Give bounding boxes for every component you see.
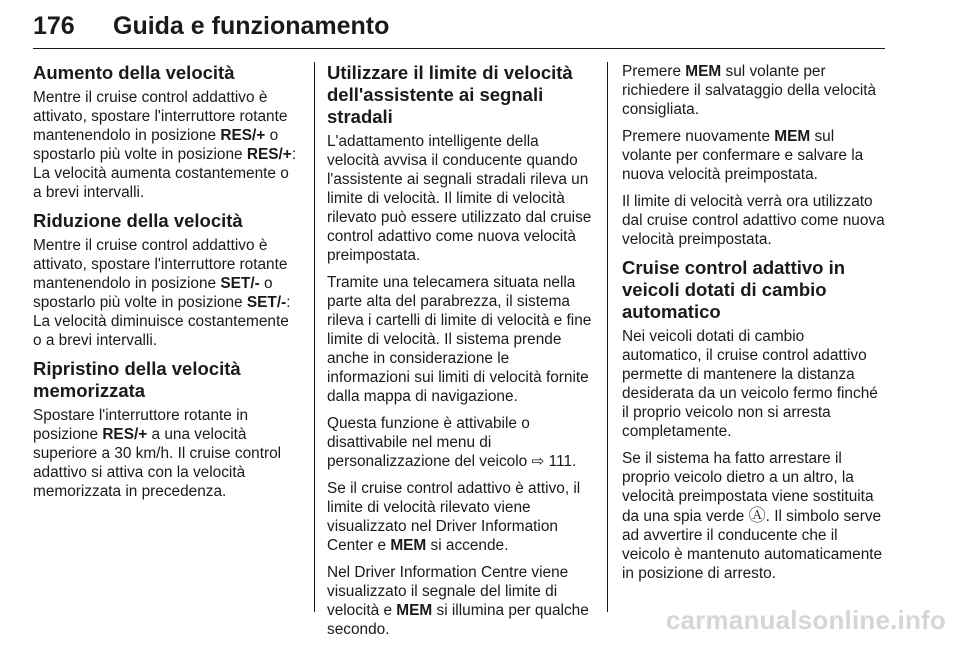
page-header <box>33 12 930 52</box>
res-plus-label: RES/+ <box>246 146 292 163</box>
column-divider-1 <box>314 62 315 612</box>
green-indicator-icon: Ⓐ <box>748 506 766 525</box>
mem-label: MEM <box>390 537 427 554</box>
set-minus-label: SET/- <box>246 294 287 311</box>
section-title-riduzione: Riduzione della velocità <box>33 210 243 231</box>
paragraph-5: Se il sistema ha fatto arrestare il proprio veicolo dietro a un altro, la velocità preimpostata viene sostituita da una spia verde Ⓐ. Il simbolo serve ad avvertire il conducente che il veicolo è mantenuto automaticamente in posizione di arresto. <box>622 450 883 582</box>
section-title-cambio-automatico: Cruise control adattivo in veicoli dotati di cambio automatico <box>622 257 846 322</box>
paragraph-3: Questa funzione è attivabile o disattivabile nel menu di personalizzazione del veicolo ⇨ 111. <box>327 415 577 470</box>
column-2 <box>327 62 592 647</box>
mem-label: MEM <box>774 128 811 145</box>
res-plus-label: RES/+ <box>102 426 148 443</box>
column-1 <box>33 62 298 509</box>
paragraph-riduzione: Mentre il cruise control addattivo è attivato, spostare l'interruttore rotante mantenendolo in posizione SET/- o spostarlo più volte in posizione SET/-: La velocità diminuisce costantemente o a brevi intervalli. <box>33 237 291 349</box>
column-divider-2 <box>607 62 608 612</box>
paragraph-4: Se il cruise control adattivo è attivo, il limite di velocità rilevato viene visualizzato nel Driver Information Center e MEM si accende. <box>327 480 581 554</box>
mem-label: MEM <box>396 602 433 619</box>
paragraph-aumento: Mentre il cruise control addattivo è attivato, spostare l'interruttore rotante mantenendolo in posizione RES/+ o spostarlo più volte in posizione RES/+: La velocità aumenta costantemente o a brevi intervalli. <box>33 89 297 201</box>
res-plus-label: RES/+ <box>220 127 266 144</box>
column-3 <box>622 62 887 591</box>
header-rule <box>33 48 885 49</box>
page-number: 176 <box>33 12 75 40</box>
paragraph-3: Il limite di velocità verrà ora utilizzato dal cruise control adattivo come nuova velocità preimpostata. <box>622 193 885 248</box>
paragraph-1: L'adattamento intelligente della velocità avvisa il conducente quando l'assistente ai segnali stradali rileva un limite di velocità. Il limite di velocità rilevato può essere utilizzato dal cruise control adattivo come nuova velocità preimpostata. <box>327 133 592 264</box>
watermark: carmanualsonline.info <box>665 605 946 635</box>
paragraph-5: Nel Driver Information Centre viene visualizzato il segnale del limite di velocità e MEM si illumina per qualche secondo. <box>327 564 589 638</box>
set-minus-label: SET/- <box>220 275 260 292</box>
paragraph-ripristino: Spostare l'interruttore rotante in posizione RES/+ a una velocità superiore a 30 km/h. Il cruise control adattivo si attiva con la velocità memorizzata in precedenza. <box>33 407 282 500</box>
section-title-ripristino: Ripristino della velocità memorizzata <box>33 358 241 401</box>
section-title-limite: Utilizzare il limite di velocità dell'assistente ai segnali stradali <box>327 62 573 127</box>
mem-label: MEM <box>685 63 722 80</box>
paragraph-2: Premere nuovamente MEM sul volante per confermare e salvare la nuova velocità preimpostata. <box>622 128 864 183</box>
paragraph-4: Nei veicoli dotati di cambio automatico, il cruise control adattivo permette di mantenere la distanza desiderata da un veicolo fermo finché il proprio veicolo non si arresta completamente. <box>622 328 878 440</box>
section-title-aumento: Aumento della velocità <box>33 62 235 83</box>
running-title: Guida e funzionamento <box>113 12 390 40</box>
paragraph-1: Premere MEM sul volante per richiedere il salvataggio della velocità consigliata. <box>622 63 877 118</box>
paragraph-2: Tramite una telecamera situata nella parte alta del parabrezza, il sistema rileva i cartelli di limite di velocità e fine limite di velocità. Il sistema prende anche in considerazione le informazioni sui limiti di velocità fornite dalla mappa di navigazione. <box>327 274 592 405</box>
page-reference-link[interactable]: ⇨ 111. <box>531 453 577 470</box>
